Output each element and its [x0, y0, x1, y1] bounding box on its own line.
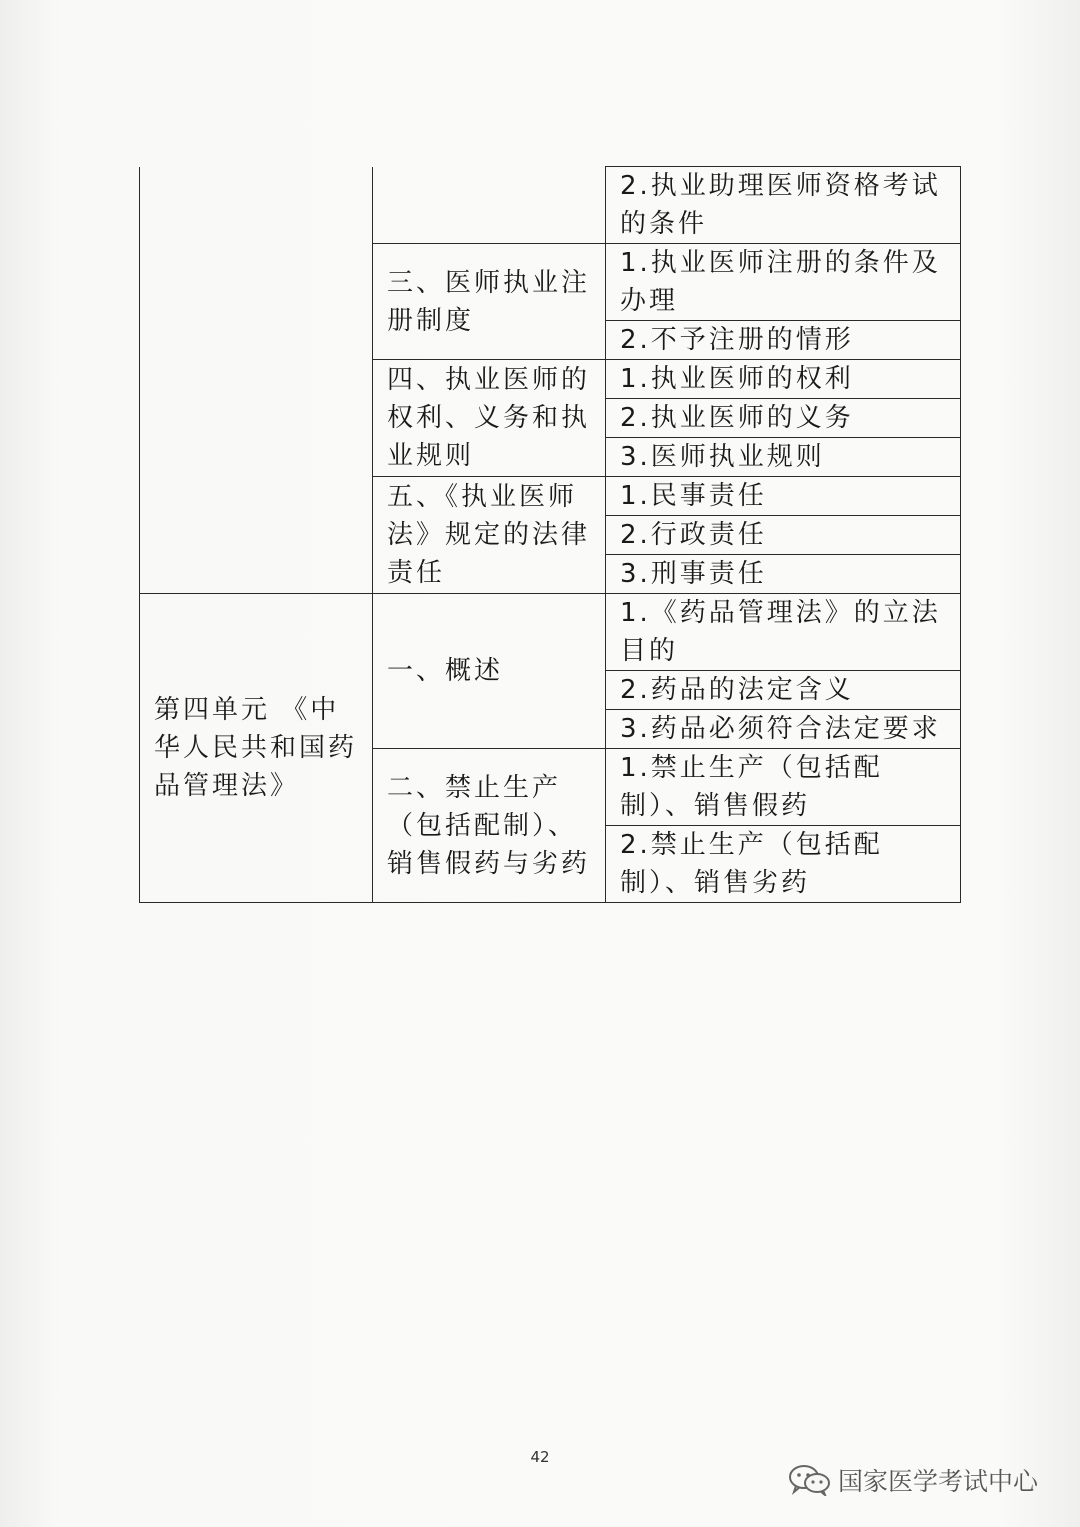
- item-cell: 2.禁止生产（包括配制）、销售劣药: [606, 826, 961, 903]
- item-cell: 2.执业医师的义务: [606, 399, 961, 438]
- item-cell: 1.禁止生产（包括配制）、销售假药: [606, 749, 961, 826]
- item-cell: 1.执业医师注册的条件及办理: [606, 244, 961, 321]
- watermark: [788, 1460, 1038, 1500]
- item-cell: 2.药品的法定含义: [606, 671, 961, 710]
- page-number: 42: [530, 1448, 550, 1466]
- wechat-icon: [788, 1464, 832, 1496]
- topic-cell: 二、禁止生产（包括配制）、销售假药与劣药: [373, 749, 606, 903]
- topic-cell: [373, 167, 606, 244]
- topic-cell: 五、《执业医师法》规定的法律责任: [373, 477, 606, 594]
- topic-cell: 四、执业医师的权利、义务和执业规则: [373, 360, 606, 477]
- item-cell: 3.刑事责任: [606, 555, 961, 594]
- item-cell: 2.行政责任: [606, 516, 961, 555]
- item-cell: 3.药品必须符合法定要求: [606, 710, 961, 749]
- item-cell: 2.执业助理医师资格考试的条件: [606, 167, 961, 244]
- table-row: [140, 167, 961, 244]
- unit-cell: [140, 167, 373, 594]
- unit-cell: 第四单元 《中华人民共和国药品管理法》: [140, 594, 373, 903]
- item-cell: 1.《药品管理法》的立法目的: [606, 594, 961, 671]
- item-cell: 2.不予注册的情形: [606, 321, 961, 360]
- syllabus-table: [139, 166, 961, 903]
- item-cell: 1.执业医师的权利: [606, 360, 961, 399]
- topic-cell: 三、医师执业注册制度: [373, 244, 606, 360]
- item-cell: 3.医师执业规则: [606, 438, 961, 477]
- topic-cell: 一、概述: [373, 594, 606, 749]
- watermark-text: 国家医学考试中心: [838, 1467, 1039, 1496]
- table-row: [140, 594, 961, 671]
- item-cell: 1.民事责任: [606, 477, 961, 516]
